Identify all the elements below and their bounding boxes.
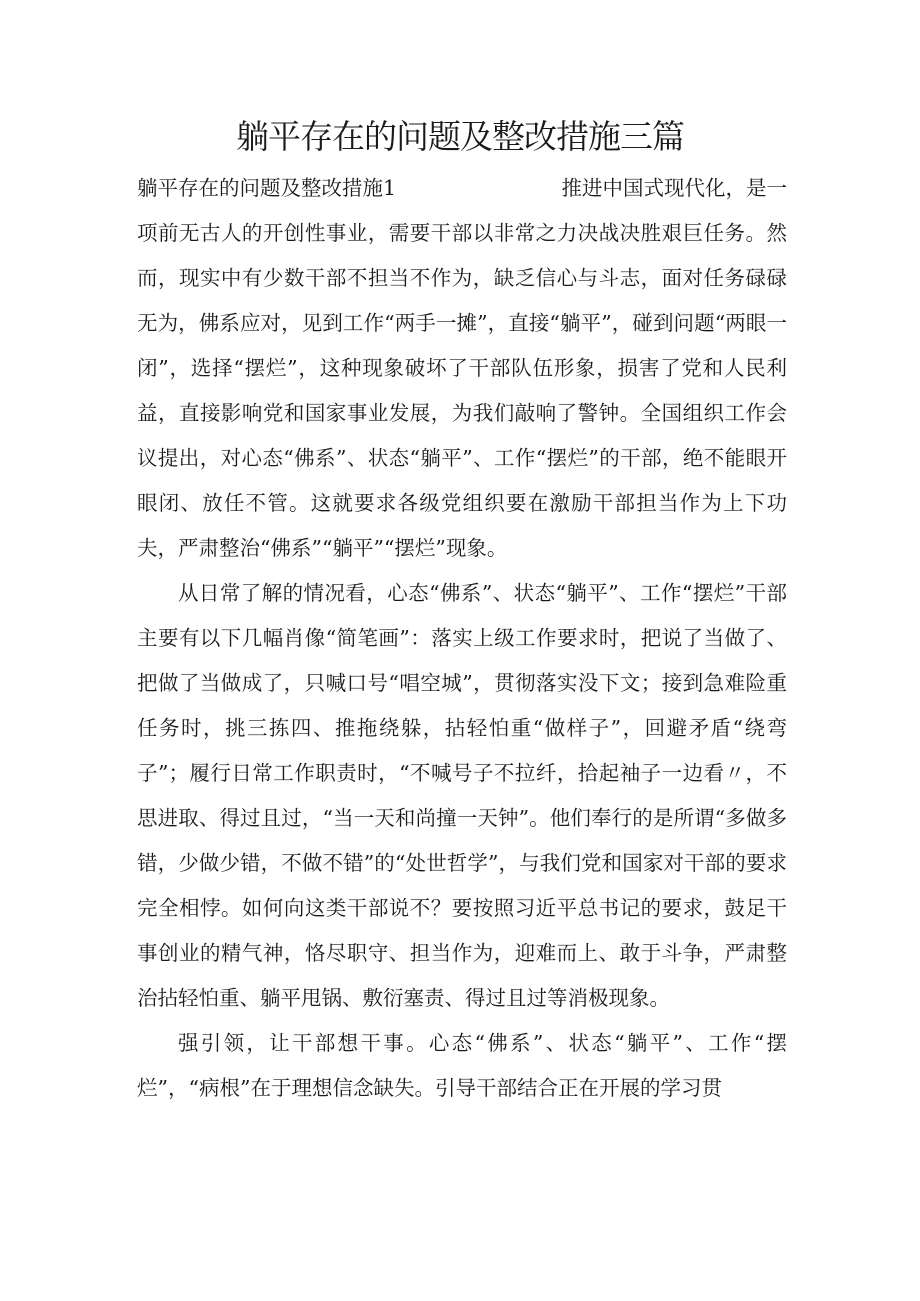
paragraph-guidance: 强引领，让干部想干事。心态“佛系”、状态“躺平”、工作“摆烂”，“病根”在于理想信念缺失。引导干部结合正在开展的学习贯	[137, 1031, 787, 1100]
document-title: 躺平存在的问题及整改措施三篇	[236, 117, 684, 156]
paragraph-intro: 项前无古人的开创性事业，需要干部以非常之力决战决胜艰巨任务。然而，现实中有少数干部不担当不作为，缺乏信心与斗志，面对任务碌碌无为，佛系应对，见到工作“两手一摊”，直接“躺平”，碰到问题“两眼一闭”，选择“摆烂”，这种现象破坏了干部队伍形象，损害了党和人民利益，直接影响党和国家事业发展，为我们敲响了警钟。全国组织工作会议提出，对心态“佛系”、状态“躺平”、工作“摆烂”的干部，绝不能眼开眼闭、放任不管。这就要求各级党组织要在激励干部担当作为上下功夫，严肃整治“佛系”“躺平”“摆烂”现象。	[137, 221, 787, 560]
paragraph-intro-start: 推进中国式现代化，是一	[561, 176, 787, 200]
document-body	[137, 166, 787, 1111]
section-subtitle: 躺平存在的问题及整改措施1	[137, 176, 397, 200]
paragraph-portraits: 从日常了解的情况看，心态“佛系”、状态“躺平”、工作“摆烂”干部主要有以下几幅肖像“简笔画”：落实上级工作要求时，把说了当做了、把做了当做成了，只喊口号“唱空城”，贯彻落实没下文；接到急难险重任务时，挑三拣四、推拖绕躲，拈轻怕重“做样子”，回避矛盾“绕弯子”；履行日常工作职责时，“不喊号子不拉纤，拾起袖子一边看〃，不思进取、得过且过，“当一天和尚撞一天钟”。他们奉行的是所谓“多做多错，少做少错，不做不错”的“处世哲学”，与我们党和国家对干部的要求完全相悖。如何向这类干部说不？要按照习近平总书记的要求，鼓足干事创业的精气神，恪尽职守、担当作为，迎难而上、敢于斗争，严肃整治拈轻怕重、躺平甩锅、敷衍塞责、得过且过等消极现象。	[137, 581, 787, 1010]
subtitle-line	[137, 166, 787, 211]
